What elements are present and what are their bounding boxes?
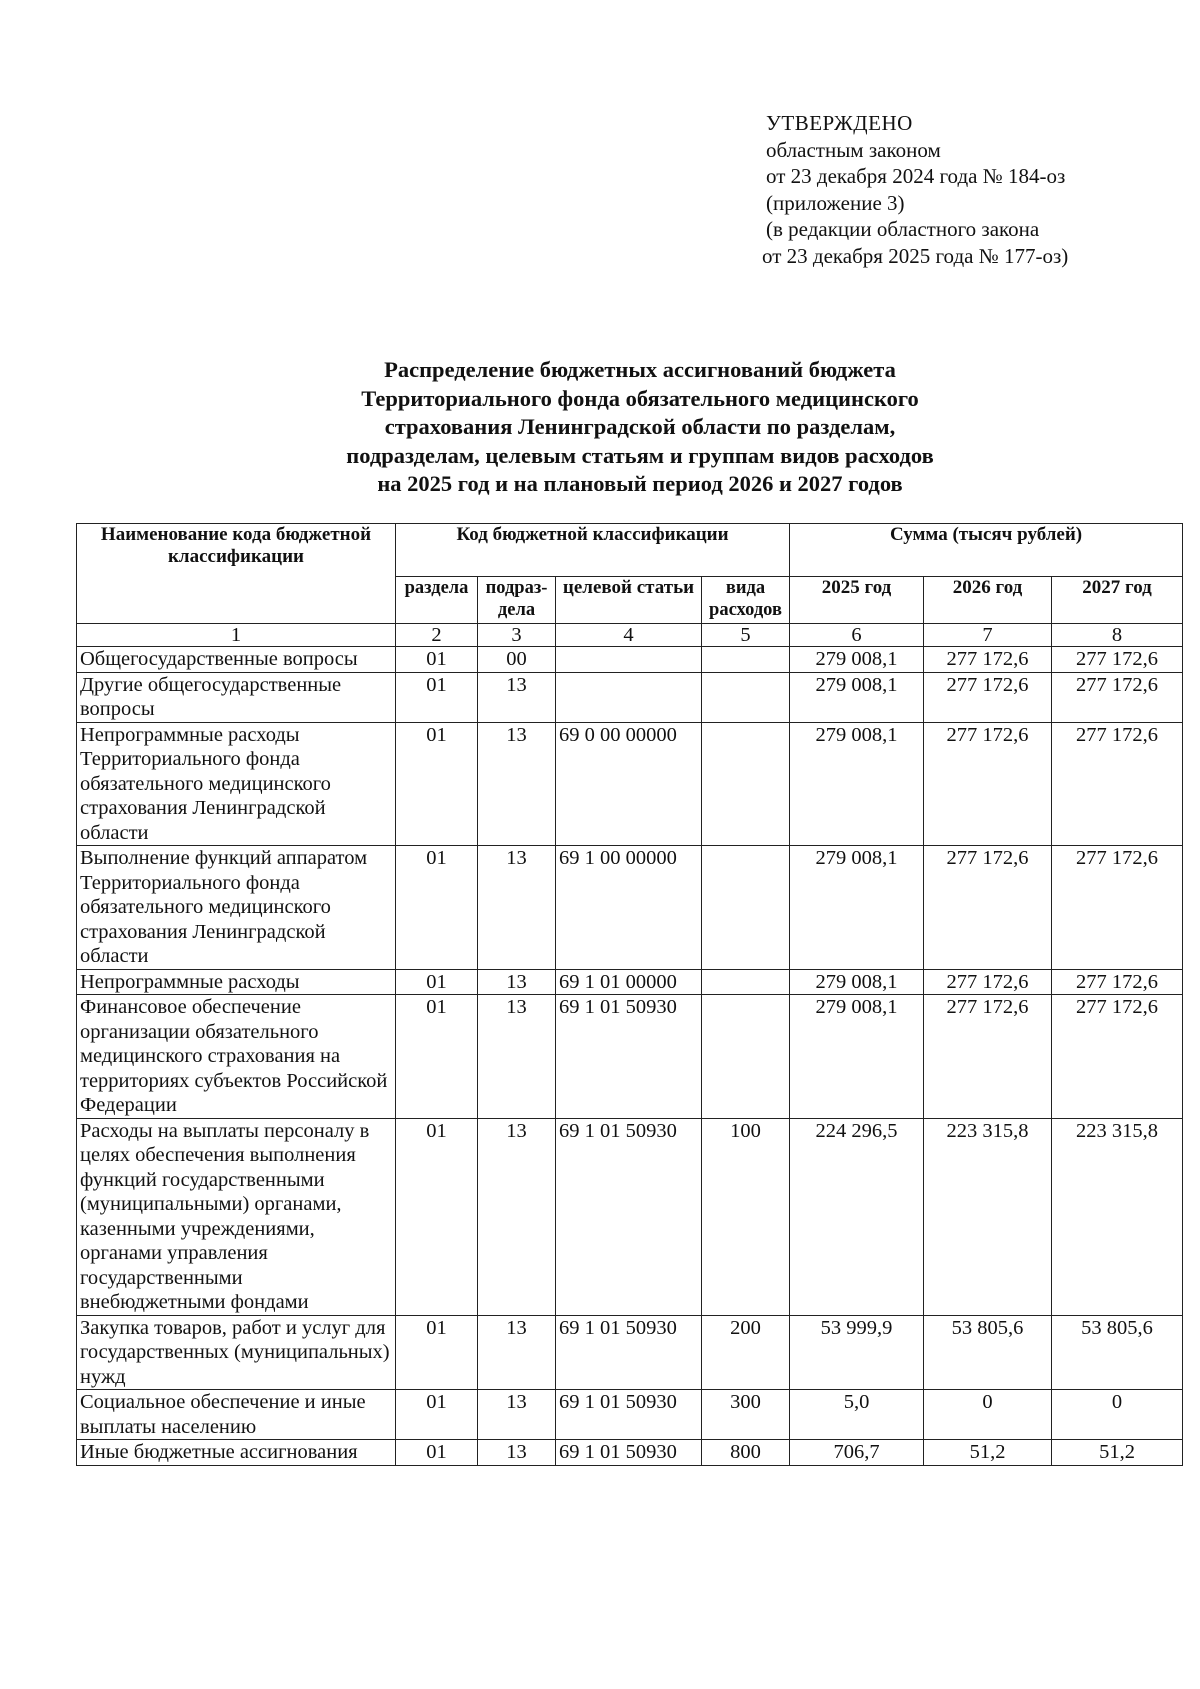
title-line: на 2025 год и на плановый период 2026 и 2027 годов	[377, 471, 903, 496]
column-number: 8	[1052, 624, 1183, 647]
row-amount-2027: 223 315,8	[1052, 1118, 1183, 1315]
row-section: 01	[396, 1315, 478, 1390]
row-amount-2026: 277 172,6	[924, 672, 1052, 722]
row-amount-2025: 706,7	[790, 1440, 924, 1466]
row-target	[556, 647, 702, 673]
row-amount-2025: 279 008,1	[790, 647, 924, 673]
row-amount-2027: 0	[1052, 1390, 1183, 1440]
row-amount-2027: 277 172,6	[1052, 722, 1183, 846]
row-subsection: 13	[478, 969, 556, 995]
approval-line: (в редакции областного закона	[766, 217, 1040, 241]
title-line: страхования Ленинградской области по разделам,	[384, 414, 896, 439]
row-expense-type: 300	[702, 1390, 790, 1440]
column-number: 1	[77, 624, 396, 647]
row-target: 69 1 01 50930	[556, 995, 702, 1119]
header-2026: 2026 год	[924, 577, 1052, 624]
row-amount-2027: 277 172,6	[1052, 995, 1183, 1119]
row-expense-type: 200	[702, 1315, 790, 1390]
row-name: Выполнение функций аппаратом Территориального фонда обязательного медицинского страхования Ленинградской области	[77, 846, 396, 970]
row-subsection: 13	[478, 1118, 556, 1315]
row-section: 01	[396, 1440, 478, 1466]
row-target: 69 1 01 00000	[556, 969, 702, 995]
row-section: 01	[396, 1390, 478, 1440]
row-target: 69 1 01 50930	[556, 1390, 702, 1440]
header-expense-type: вида расходов	[702, 577, 790, 624]
row-amount-2026: 53 805,6	[924, 1315, 1052, 1390]
row-section: 01	[396, 1118, 478, 1315]
row-amount-2026: 223 315,8	[924, 1118, 1052, 1315]
row-amount-2025: 279 008,1	[790, 722, 924, 846]
row-expense-type	[702, 722, 790, 846]
row-amount-2027: 51,2	[1052, 1440, 1183, 1466]
column-number: 4	[556, 624, 702, 647]
budget-table	[76, 523, 1183, 1466]
row-subsection: 13	[478, 846, 556, 970]
row-expense-type: 800	[702, 1440, 790, 1466]
row-target: 69 1 01 50930	[556, 1315, 702, 1390]
header-2027: 2027 год	[1052, 577, 1183, 624]
approval-line: от 23 декабря 2025 года № 177-оз)	[762, 243, 1069, 268]
approval-line: от 23 декабря 2024 года № 184-оз	[766, 164, 1066, 188]
row-amount-2027: 277 172,6	[1052, 846, 1183, 970]
approval-line: (приложение 3)	[766, 190, 905, 215]
document-title	[200, 356, 1080, 499]
row-amount-2026: 277 172,6	[924, 995, 1052, 1119]
row-amount-2026: 0	[924, 1390, 1052, 1440]
row-name: Иные бюджетные ассигнования	[77, 1440, 396, 1466]
row-name: Социальное обеспечение и иные выплаты населению	[77, 1390, 396, 1440]
row-amount-2026: 277 172,6	[924, 722, 1052, 846]
table-row	[77, 722, 1183, 846]
table-row	[77, 995, 1183, 1119]
table-row	[77, 846, 1183, 970]
row-name: Другие общегосударственные вопросы	[77, 672, 396, 722]
table-row	[77, 1118, 1183, 1315]
row-name: Общегосударственные вопросы	[77, 647, 396, 673]
row-name: Закупка товаров, работ и услуг для государственных (муниципальных) нужд	[77, 1315, 396, 1390]
row-name: Расходы на выплаты персоналу в целях обеспечения выполнения функций государственными (муниципальными) органами, казенными учреждениями, органами управления государственными внебюджетными фондами	[77, 1118, 396, 1315]
title-line: Распределение бюджетных ассигнований бюджета	[384, 357, 896, 382]
row-subsection: 13	[478, 1390, 556, 1440]
row-section: 01	[396, 846, 478, 970]
row-subsection: 13	[478, 1440, 556, 1466]
row-target: 69 1 01 50930	[556, 1440, 702, 1466]
row-amount-2026: 277 172,6	[924, 647, 1052, 673]
row-name: Непрограммные расходы	[77, 969, 396, 995]
table-row	[77, 1315, 1183, 1390]
row-section: 01	[396, 647, 478, 673]
title-line: подразделам, целевым статьям и группам видов расходов	[346, 442, 934, 468]
header-subsection: подраз-дела	[478, 577, 556, 624]
column-number: 7	[924, 624, 1052, 647]
approval-heading: УТВЕРЖДЕНО	[766, 111, 913, 135]
row-expense-type	[702, 672, 790, 722]
row-subsection: 13	[478, 672, 556, 722]
approval-stamp	[762, 110, 1069, 269]
approval-line: областным законом	[766, 137, 941, 162]
row-amount-2025: 279 008,1	[790, 995, 924, 1119]
row-expense-type	[702, 969, 790, 995]
row-amount-2026: 277 172,6	[924, 846, 1052, 970]
row-target: 69 1 01 50930	[556, 1118, 702, 1315]
table-row	[77, 672, 1183, 722]
row-subsection: 13	[478, 995, 556, 1119]
row-section: 01	[396, 672, 478, 722]
row-amount-2027: 277 172,6	[1052, 647, 1183, 673]
row-target	[556, 672, 702, 722]
table-row	[77, 647, 1183, 673]
row-amount-2027: 277 172,6	[1052, 969, 1183, 995]
header-code-group: Код бюджетной классификации	[396, 524, 790, 577]
row-amount-2027: 53 805,6	[1052, 1315, 1183, 1390]
row-section: 01	[396, 995, 478, 1119]
row-amount-2025: 224 296,5	[790, 1118, 924, 1315]
row-name: Финансовое обеспечение организации обязательного медицинского страхования на территориях субъектов Российской Федерации	[77, 995, 396, 1119]
row-amount-2025: 53 999,9	[790, 1315, 924, 1390]
header-target: целевой статьи	[556, 577, 702, 624]
header-sum-group: Сумма (тысяч рублей)	[790, 524, 1183, 577]
row-amount-2025: 5,0	[790, 1390, 924, 1440]
row-amount-2025: 279 008,1	[790, 846, 924, 970]
row-target: 69 0 00 00000	[556, 722, 702, 846]
table-row	[77, 1390, 1183, 1440]
table-row	[77, 1440, 1183, 1466]
row-subsection: 00	[478, 647, 556, 673]
row-expense-type	[702, 846, 790, 970]
header-name: Наименование кода бюджетной классификации	[77, 524, 396, 624]
row-amount-2025: 279 008,1	[790, 672, 924, 722]
row-section: 01	[396, 969, 478, 995]
row-expense-type	[702, 647, 790, 673]
table-row	[77, 969, 1183, 995]
column-number: 5	[702, 624, 790, 647]
row-amount-2027: 277 172,6	[1052, 672, 1183, 722]
row-expense-type: 100	[702, 1118, 790, 1315]
column-number-row	[77, 624, 1183, 647]
row-subsection: 13	[478, 722, 556, 846]
row-target: 69 1 00 00000	[556, 846, 702, 970]
header-section: раздела	[396, 577, 478, 624]
row-name: Непрограммные расходы Территориального фонда обязательного медицинского страхования Ленинградской области	[77, 722, 396, 846]
title-line: Территориального фонда обязательного медицинского	[361, 385, 919, 411]
header-2025: 2025 год	[790, 577, 924, 624]
row-amount-2026: 51,2	[924, 1440, 1052, 1466]
row-amount-2026: 277 172,6	[924, 969, 1052, 995]
row-expense-type	[702, 995, 790, 1119]
row-subsection: 13	[478, 1315, 556, 1390]
row-amount-2025: 279 008,1	[790, 969, 924, 995]
column-number: 3	[478, 624, 556, 647]
row-section: 01	[396, 722, 478, 846]
column-number: 6	[790, 624, 924, 647]
column-number: 2	[396, 624, 478, 647]
